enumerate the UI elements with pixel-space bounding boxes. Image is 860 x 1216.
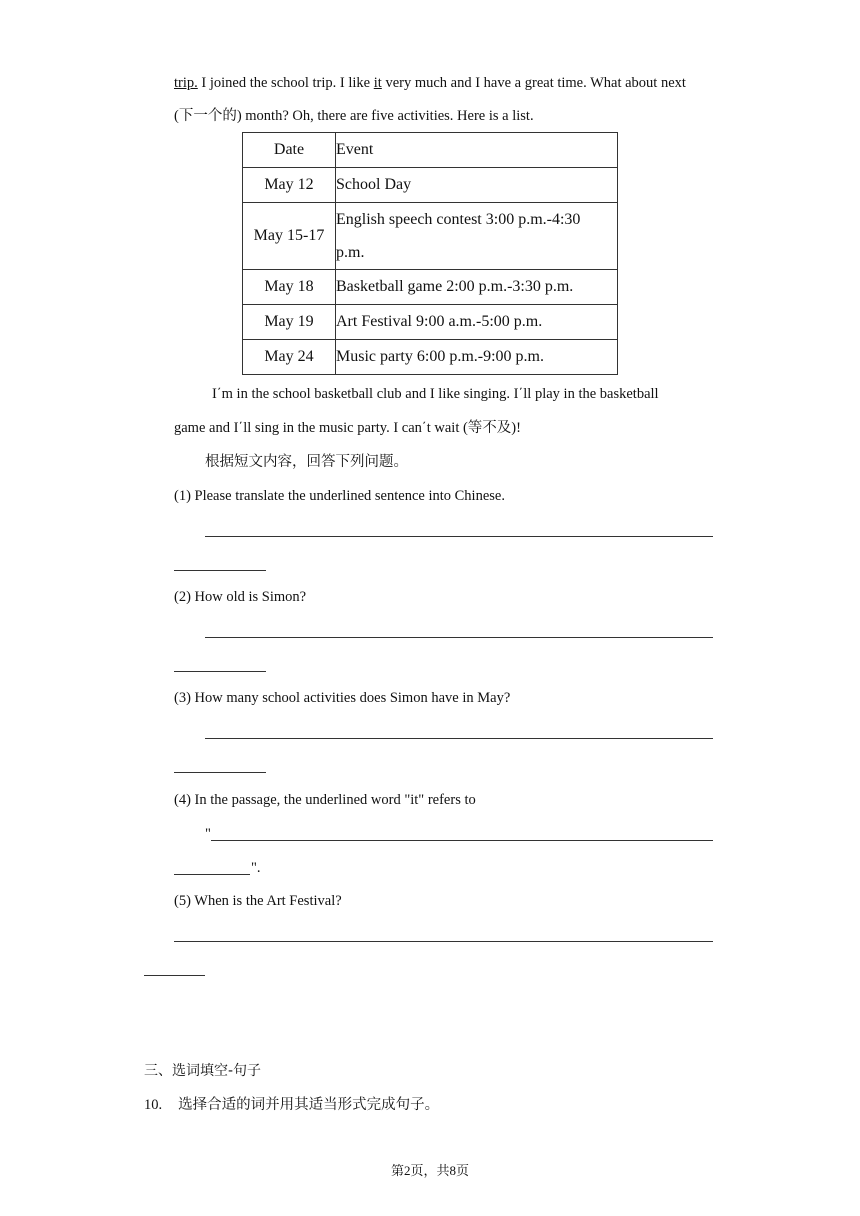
- row-event: Basketball game 2:00 p.m.-3:30 p.m.: [336, 270, 618, 305]
- answer-line-4b[interactable]: [174, 874, 250, 875]
- passage-line-3: I΄m in the school basketball club and I like singing. I΄ll play in the basketball: [212, 386, 659, 402]
- row-date: May 15-17: [243, 203, 336, 270]
- row-event: Art Festival 9:00 a.m.-5:00 p.m.: [336, 305, 618, 340]
- question-1: (1) Please translate the underlined sentence into Chinese.: [174, 488, 505, 504]
- question-3: (3) How many school activities does Simon have in May?: [174, 690, 511, 706]
- row-date: May 12: [243, 168, 336, 203]
- passage-line-2: (下一个的) month? Oh, there are five activities. Here is a list.: [174, 108, 534, 124]
- row-event: School Day: [336, 168, 618, 203]
- passage-line-4: game and I΄ll sing in the music party. I can΄t wait (等不及)!: [174, 420, 521, 436]
- answer-line-5a[interactable]: [174, 941, 713, 942]
- underlined-trip: trip.: [174, 75, 198, 91]
- question-10: [144, 1095, 439, 1115]
- answer-line-2b[interactable]: [174, 671, 266, 672]
- question-10-text: 选择合适的词并用其适当形式完成句子。: [178, 1097, 440, 1113]
- row-event: English speech contest 3:00 p.m.-4:30 p.m.: [336, 203, 618, 270]
- table-row: [243, 340, 618, 375]
- table-row: [243, 305, 618, 340]
- answer-line-1b[interactable]: [174, 570, 266, 571]
- instruction: 根据短文内容，回答下列问题。: [205, 454, 408, 470]
- section-title: 三、选词填空-句子: [144, 1063, 262, 1079]
- row-date: May 24: [243, 340, 336, 375]
- events-table: [242, 132, 618, 375]
- answer-line-3b[interactable]: [174, 772, 266, 773]
- row-date: May 18: [243, 270, 336, 305]
- table-row: [243, 168, 618, 203]
- passage-line-1: trip. I joined the school trip. I like it very much and I have a great time. What about next: [174, 75, 686, 91]
- page-footer: 第2页，共8页: [390, 1163, 469, 1178]
- header-event: Event: [336, 133, 618, 168]
- question-number: 10.: [144, 1097, 163, 1113]
- answer-line-5b[interactable]: [144, 975, 205, 976]
- answer-line-1a[interactable]: [205, 536, 713, 537]
- answer-line-2a[interactable]: [205, 637, 713, 638]
- question-5: (5) When is the Art Festival?: [174, 893, 342, 909]
- answer-line-3a[interactable]: [205, 738, 713, 739]
- table-header-row: [243, 133, 618, 168]
- underlined-it: it: [373, 75, 382, 91]
- table-row: [243, 203, 618, 270]
- quote-close: ".: [251, 860, 261, 876]
- question-4: (4) In the passage, the underlined word "it" refers to: [174, 792, 476, 808]
- row-event: Music party 6:00 p.m.-9:00 p.m.: [336, 340, 618, 375]
- row-date: May 19: [243, 305, 336, 340]
- question-2: (2) How old is Simon?: [174, 589, 307, 605]
- quote-open: ": [205, 826, 211, 842]
- header-date: Date: [243, 133, 336, 168]
- answer-line-4a[interactable]: [211, 840, 713, 841]
- table-row: [243, 270, 618, 305]
